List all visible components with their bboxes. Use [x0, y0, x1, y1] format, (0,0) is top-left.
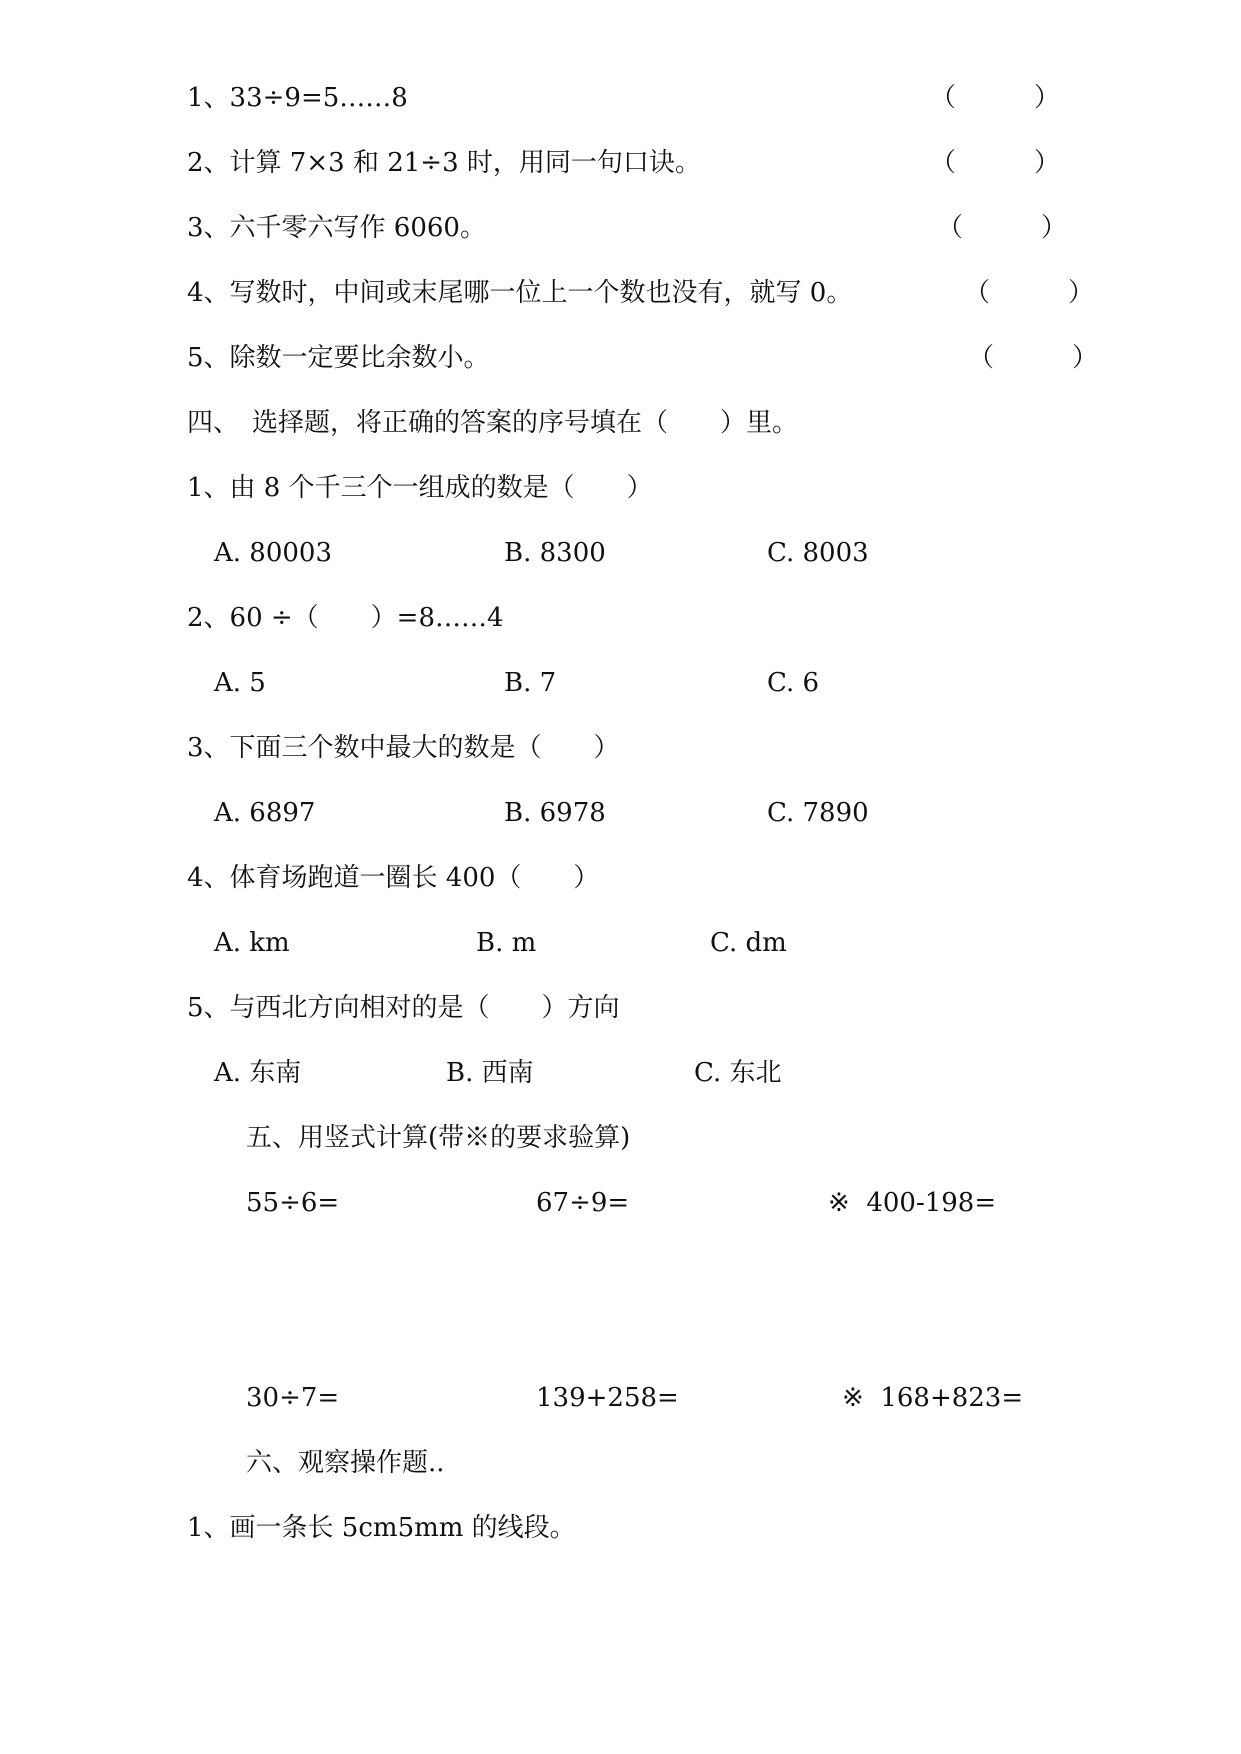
answer-paren-1[interactable]: （ ） — [930, 83, 1061, 113]
choice-option-2a[interactable]: A. 5 — [214, 668, 266, 698]
judgement-item-1: 1、33÷9=5……8 — [187, 83, 408, 113]
calc-problem-2: 67÷9= — [536, 1188, 630, 1218]
section-heading-5: 五、用竖式计算(带※的要求验算) — [246, 1123, 631, 1153]
choice-option-5c[interactable]: C. 东北 — [694, 1058, 782, 1088]
section-heading-6: 六、观察操作题.. — [246, 1448, 445, 1478]
choice-option-2b[interactable]: B. 7 — [504, 668, 557, 698]
choice-question-2: 2、60 ÷（ ）=8……4 — [187, 603, 504, 633]
judgement-item-4: 4、写数时，中间或末尾哪一位上一个数也没有，就写 0。 — [187, 278, 853, 308]
answer-paren-3[interactable]: （ ） — [937, 213, 1068, 243]
calc-problem-1: 55÷6= — [246, 1188, 340, 1218]
calc-problem-6: ※ 168+823= — [842, 1383, 1024, 1413]
choice-option-3a[interactable]: A. 6897 — [214, 798, 316, 828]
choice-option-4a[interactable]: A. km — [214, 928, 290, 958]
answer-paren-2[interactable]: （ ） — [930, 148, 1061, 178]
answer-paren-4[interactable]: （ ） — [964, 278, 1095, 308]
judgement-item-5: 5、除数一定要比余数小。 — [187, 343, 490, 373]
choice-option-2c[interactable]: C. 6 — [767, 668, 820, 698]
choice-option-5a[interactable]: A. 东南 — [214, 1058, 302, 1088]
calc-problem-5: 139+258= — [536, 1383, 679, 1413]
judgement-item-3: 3、六千零六写作 6060。 — [187, 213, 486, 243]
calc-problem-4: 30÷7= — [246, 1383, 340, 1413]
observation-question-1: 1、画一条长 5cm5mm 的线段。 — [187, 1513, 576, 1543]
choice-option-3b[interactable]: B. 6978 — [504, 798, 606, 828]
choice-question-3: 3、下面三个数中最大的数是（ ） — [187, 733, 620, 763]
section-heading-4: 四、 选择题，将正确的答案的序号填在（ ）里。 — [187, 408, 799, 438]
calc-problem-3: ※ 400-198= — [828, 1188, 997, 1218]
choice-question-5: 5、与西北方向相对的是（ ）方向 — [187, 993, 620, 1023]
choice-option-4b[interactable]: B. m — [476, 928, 537, 958]
choice-option-1c[interactable]: C. 8003 — [767, 538, 869, 568]
choice-option-4c[interactable]: C. dm — [710, 928, 787, 958]
choice-option-1a[interactable]: A. 80003 — [214, 538, 333, 568]
choice-option-5b[interactable]: B. 西南 — [446, 1058, 534, 1088]
choice-option-1b[interactable]: B. 8300 — [504, 538, 606, 568]
judgement-item-2: 2、计算 7×3 和 21÷3 时，用同一句口诀。 — [187, 148, 701, 178]
answer-paren-5[interactable]: （ ） — [968, 343, 1099, 373]
choice-question-1: 1、由 8 个千三个一组成的数是（ ） — [187, 473, 653, 503]
choice-question-4: 4、体育场跑道一圈长 400（ ） — [187, 863, 600, 893]
choice-option-3c[interactable]: C. 7890 — [767, 798, 869, 828]
